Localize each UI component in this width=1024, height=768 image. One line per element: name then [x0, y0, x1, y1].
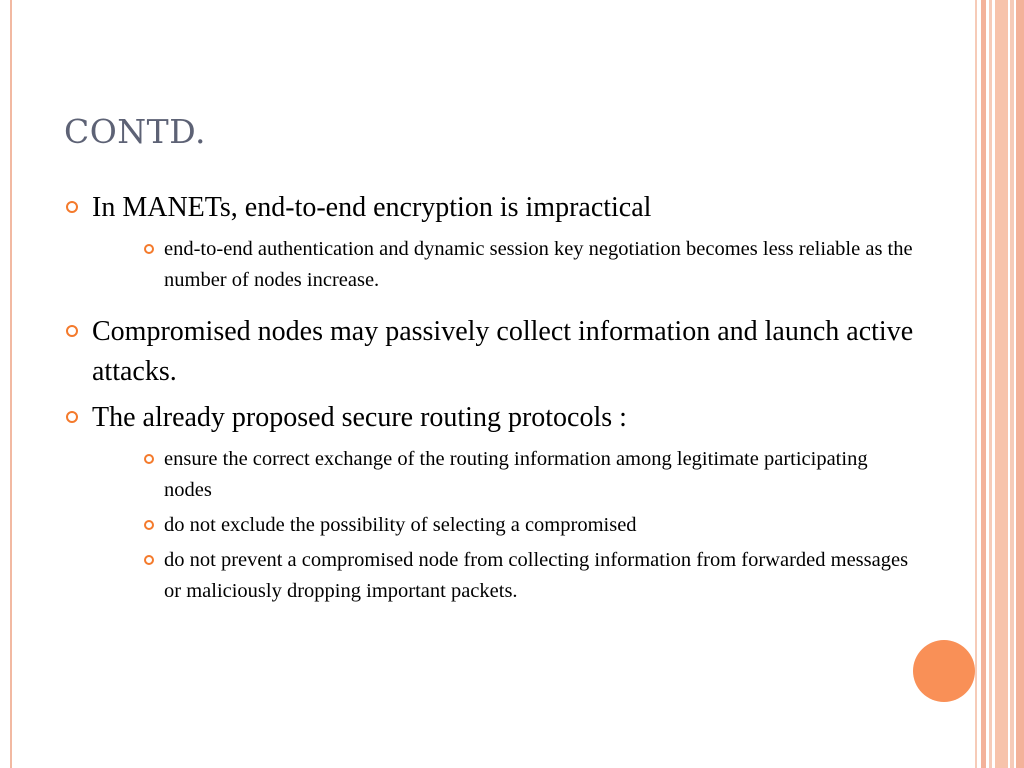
decorative-circle [913, 640, 975, 702]
right-border-stripe [995, 0, 1008, 768]
bullet-item [60, 188, 920, 228]
right-border-stripe [1010, 0, 1014, 768]
sub-bullet-text: end-to-end authentication and dynamic session key negotiation becomes less reliable as the number of nodes increase. [164, 238, 913, 291]
ring-bullet-icon [66, 201, 78, 213]
right-border-stripe [1016, 0, 1024, 768]
ring-bullet-icon [144, 244, 154, 254]
sub-bullet-item [60, 545, 920, 607]
ring-bullet-icon [66, 325, 78, 337]
bullet-text: The already proposed secure routing protocols : [92, 402, 627, 433]
slide-body [60, 188, 920, 611]
right-border-stripe [981, 0, 986, 768]
bullet-text: Compromised nodes may passively collect information and launch active attacks. [92, 316, 914, 387]
ring-bullet-icon [66, 411, 78, 423]
sub-bullet-text: ensure the correct exchange of the routing information among legitimate participating nodes [164, 448, 868, 501]
ring-bullet-icon [144, 454, 154, 464]
right-border-stripe [975, 0, 977, 768]
bullet-item [60, 398, 920, 438]
right-border-stripe [989, 0, 992, 768]
bullet-item [60, 312, 920, 392]
sub-bullet-item [60, 510, 920, 541]
ring-bullet-icon [144, 520, 154, 530]
sub-bullet-text: do not exclude the possibility of selecting a compromised [164, 514, 637, 536]
slide-title: CONTD. [64, 112, 206, 151]
left-border-stripe [10, 0, 12, 768]
ring-bullet-icon [144, 555, 154, 565]
sub-bullet-text: do not prevent a compromised node from collecting information from forwarded messages or maliciously dropping important packets. [164, 549, 909, 602]
bullet-text: In MANETs, end-to-end encryption is impractical [92, 192, 652, 223]
sub-bullet-item [60, 234, 920, 296]
sub-bullet-item [60, 444, 920, 506]
